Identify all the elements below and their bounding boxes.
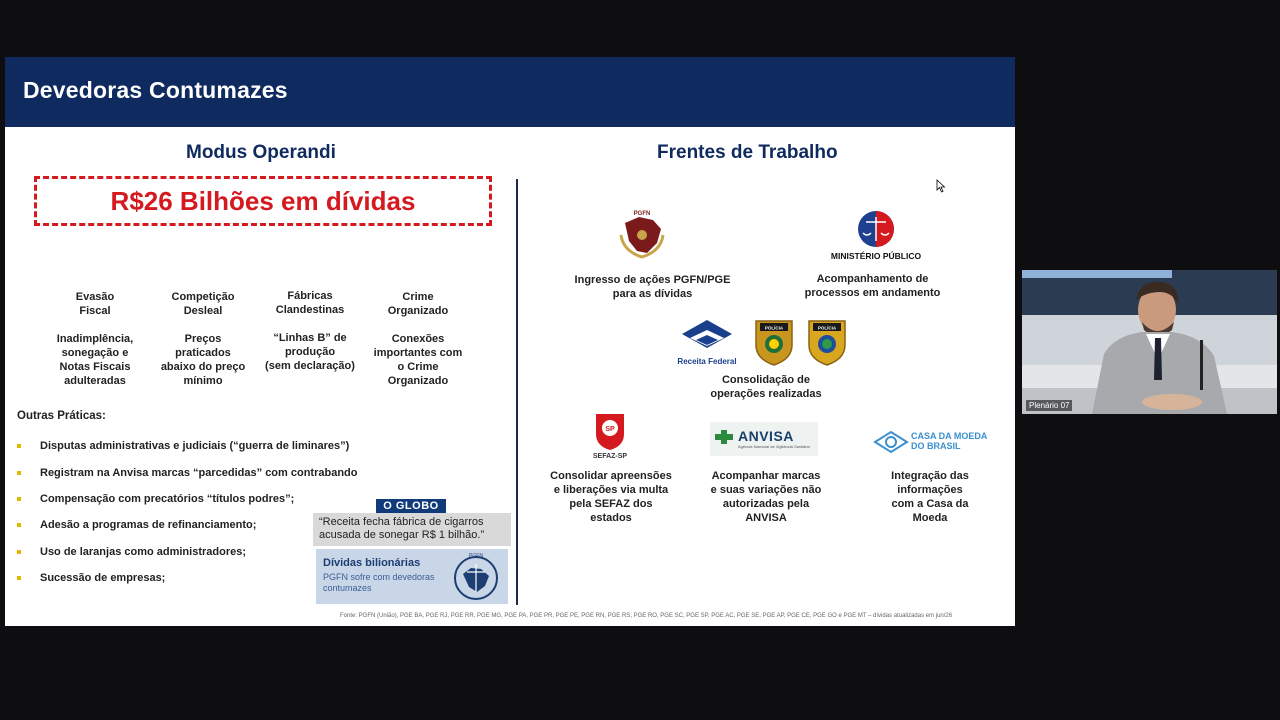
svg-text:PGFN: PGFN xyxy=(633,211,651,217)
column-body-text: Preços praticados abaixo do preço mínimo xyxy=(160,333,246,387)
webcam-room-label: Plenário 07 xyxy=(1026,400,1072,411)
front-label-ministerio-publico xyxy=(790,272,955,300)
front-label-text: Ingresso de ações PGFN/PGE para as dívidas xyxy=(574,274,731,300)
svg-text:MINISTÉRIO PÚBLICO: MINISTÉRIO PÚBLICO xyxy=(830,251,922,261)
bullet-icon xyxy=(17,523,21,527)
practice-item xyxy=(17,519,256,531)
front-label-text: Consolidar apreensões e liberações via multa pela SEFAZ dos estados xyxy=(550,470,672,524)
bullet-icon xyxy=(17,576,21,580)
source-footnote: Fonte: PGFN (União), PGE BA, PGE RJ, PGE RR, PGE MG, PGE PA, PGE PR, PGE PE, PGE RN, PGE RS, PGE RO, PGE SC, PGE SP, PGE AC, PGE SE, PGE AP, PGE CE, PGE GO e PGE MT – dívidas atualizadas em jun/26 xyxy=(340,613,953,619)
column-heading-crime xyxy=(364,290,472,318)
column-body-competicao xyxy=(149,332,257,388)
svg-text:SEFAZ-SP: SEFAZ-SP xyxy=(592,453,628,460)
casa-da-moeda-icon xyxy=(873,430,909,454)
slide xyxy=(5,57,1015,626)
ministerio-publico-logo-icon xyxy=(823,207,929,263)
slide-header xyxy=(5,57,1015,127)
column-heading-text: Fábricas Clandestinas xyxy=(275,290,345,316)
svg-text:SP: SP xyxy=(605,426,615,433)
practice-item xyxy=(17,493,294,505)
policia-federal-badge-icon xyxy=(752,315,796,367)
anvisa-logo-subtitle: Agência Nacional de Vigilância Sanitária xyxy=(738,444,810,449)
front-label-text: Consolidação de operações realizadas xyxy=(710,374,822,400)
practice-item xyxy=(17,546,246,558)
news-card-title: Dívidas bilionárias xyxy=(323,557,421,569)
news-card-subtitle: PGFN sofre com devedoras contumazes xyxy=(323,572,435,593)
outras-praticas-title: Outras Práticas: xyxy=(17,410,106,422)
policia-rodoviaria-federal-badge-icon xyxy=(805,315,849,367)
practice-text: Compensação com precatórios “títulos podres”; xyxy=(40,493,295,505)
column-body-text: “Linhas B” de produção (sem declaração) xyxy=(265,332,355,372)
column-divider xyxy=(516,179,518,605)
svg-text:POLÍCIA: POLÍCIA xyxy=(817,325,837,331)
debt-highlight-box xyxy=(34,176,492,226)
column-body-fabricas xyxy=(256,331,364,373)
bullet-icon xyxy=(17,550,21,554)
practice-text: Adesão a programas de refinanciamento; xyxy=(40,519,257,531)
oglobo-logo: O GLOBO xyxy=(376,499,446,514)
column-heading-text: Crime Organizado xyxy=(387,291,449,317)
front-label-casa-da-moeda xyxy=(865,469,995,525)
front-label-text: Acompanhar marcas e suas variações não autorizadas pela ANVISA xyxy=(710,470,822,524)
news-card xyxy=(316,549,508,604)
slide-title: Devedoras Contumazes xyxy=(23,77,288,103)
front-label-pgfn xyxy=(566,273,739,301)
bullet-icon xyxy=(17,471,21,475)
mouse-cursor-icon xyxy=(936,179,946,193)
news-quote: “Receita fecha fábrica de cigarros acusada de sonegar R$ 1 bilhão.” xyxy=(313,513,511,546)
pgfn-seal-text: PGFN xyxy=(469,553,483,559)
casa-da-moeda-logo-text: CASA DA MOEDA DO BRASIL xyxy=(911,431,988,451)
svg-text:Receita Federal: Receita Federal xyxy=(677,357,737,366)
casa-da-moeda-logo xyxy=(873,429,991,455)
column-heading-text: Competição Desleal xyxy=(171,291,235,317)
anvisa-logo-text: ANVISA xyxy=(738,428,794,444)
bullet-icon xyxy=(17,444,21,448)
column-body-text: Conexões importantes com o Crime Organizado xyxy=(373,333,463,387)
column-heading-competicao xyxy=(149,290,257,318)
column-heading-fabricas xyxy=(256,289,364,317)
practice-item xyxy=(17,440,349,452)
left-section-title: Modus Operandi xyxy=(186,142,336,163)
practice-item xyxy=(17,572,165,584)
front-label-receita xyxy=(691,373,841,401)
column-heading-text: Evasão Fiscal xyxy=(75,291,115,317)
column-body-evasao xyxy=(41,332,149,388)
right-section-title: Frentes de Trabalho xyxy=(657,142,838,163)
receita-federal-logo-icon xyxy=(672,316,742,368)
front-label-text: Acompanhamento de processos em andamento xyxy=(804,273,941,299)
bullet-icon xyxy=(17,497,21,501)
pgfn-logo-icon xyxy=(613,207,671,259)
practice-text: Uso de laranjas como administradores; xyxy=(40,546,247,558)
front-label-text: Integração das informações com a Casa da Moeda xyxy=(891,470,969,524)
anvisa-logo xyxy=(710,422,818,456)
svg-text:POLÍCIA: POLÍCIA xyxy=(764,325,784,331)
webcam-feed xyxy=(1022,270,1277,414)
front-label-anvisa xyxy=(696,469,836,525)
practice-text: Disputas administrativas e judiciais (“guerra de liminares”) xyxy=(40,440,350,452)
speaker-video-image xyxy=(1022,270,1277,414)
practice-item xyxy=(17,467,357,479)
practice-text: Sucessão de empresas; xyxy=(40,572,166,584)
column-heading-evasao xyxy=(41,290,149,318)
column-body-text: Inadimplência, sonegação e Notas Fiscais adulteradas xyxy=(56,333,134,387)
column-body-crime xyxy=(364,332,472,388)
anvisa-cross-icon xyxy=(714,429,734,445)
debt-highlight-text: R$26 Bilhões em dívidas xyxy=(110,185,416,216)
practice-text: Registram na Anvisa marcas “parcedidas” com contrabando xyxy=(40,467,358,479)
sefaz-sp-logo-icon xyxy=(588,410,632,460)
pgfn-seal-icon xyxy=(449,552,504,602)
front-label-sefaz xyxy=(541,469,681,525)
news-clipping xyxy=(313,499,511,605)
